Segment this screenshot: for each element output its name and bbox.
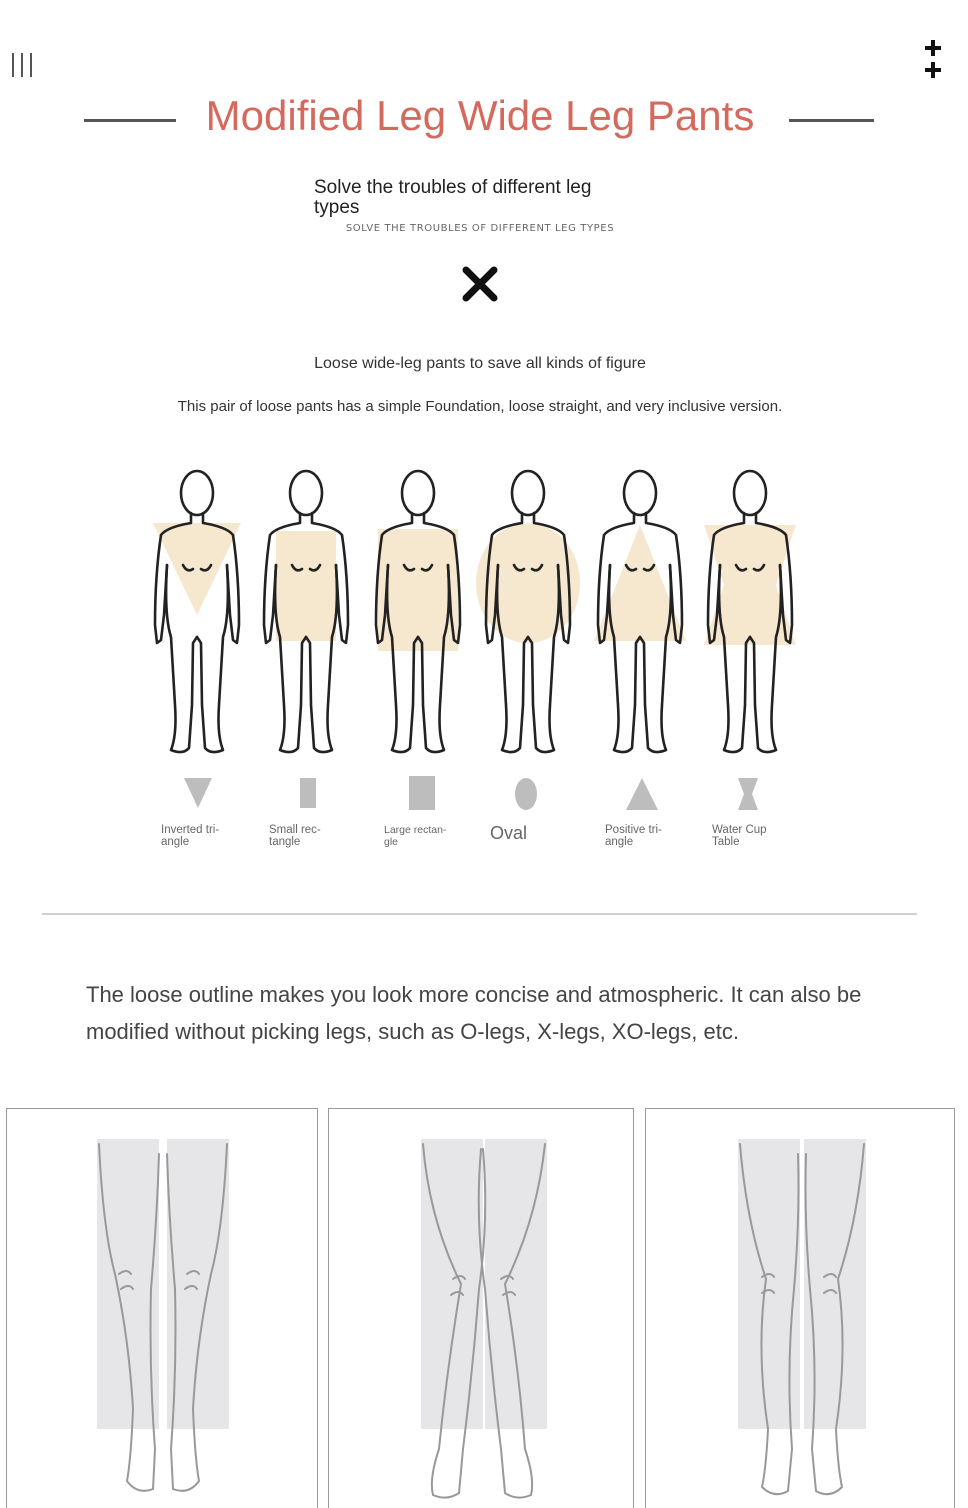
small-rectangle-icon [288,772,328,816]
description: This pair of loose pants has a simple Foundation, loose straight, and very inclusive version. [177,398,783,415]
figure-inverted-triangle [153,471,241,752]
figure-small-rectangle [264,471,348,752]
large-rectangle-icon [402,772,442,816]
page-title: Modified Leg Wide Leg Pants [205,92,755,139]
shape-label-hourglass: Water Cup Table [712,824,767,848]
section-divider [42,913,917,915]
leg-panel-o-legs [6,1108,318,1508]
body-paragraph: The loose outline makes you look more concise and atmospheric. It can also be modified without picking legs, such as O-legs, X-legs, XO-legs, etc. [86,982,862,1044]
oval-icon [506,772,546,816]
triangle-icon [622,772,662,816]
title-rule-left [84,119,176,122]
shape-label-inverted-triangle: Inverted tri- angle [161,824,220,848]
body-figures [0,455,968,765]
tagline: Loose wide-leg pants to save all kinds of figure [314,355,646,372]
figure-hourglass [704,471,796,752]
figure-triangle [594,471,686,752]
shape-label-triangle: Positive tri- angle [605,824,662,848]
shape-label-oval: Oval [490,823,528,843]
title-rule-right [789,119,874,122]
hourglass-icon [728,772,768,816]
subtitle-caps: SOLVE THE TROUBLES OF DIFFERENT LEG TYPES [345,223,615,234]
shape-label-small-rectangle: Small rec- tangle [269,824,321,848]
subtitle: Solve the troubles of different leg types [314,177,592,218]
plus-icon[interactable] [920,40,946,82]
shape-label-large-rectangle: Large rectan- gle [384,824,447,848]
cross-icon [460,264,500,304]
leg-panel-xo-legs [645,1108,955,1508]
menu-icon[interactable] [10,52,36,78]
figure-oval [476,471,580,752]
inverted-triangle-icon [178,772,218,816]
leg-panel-x-legs [328,1108,634,1508]
figure-large-rectangle [376,471,460,752]
